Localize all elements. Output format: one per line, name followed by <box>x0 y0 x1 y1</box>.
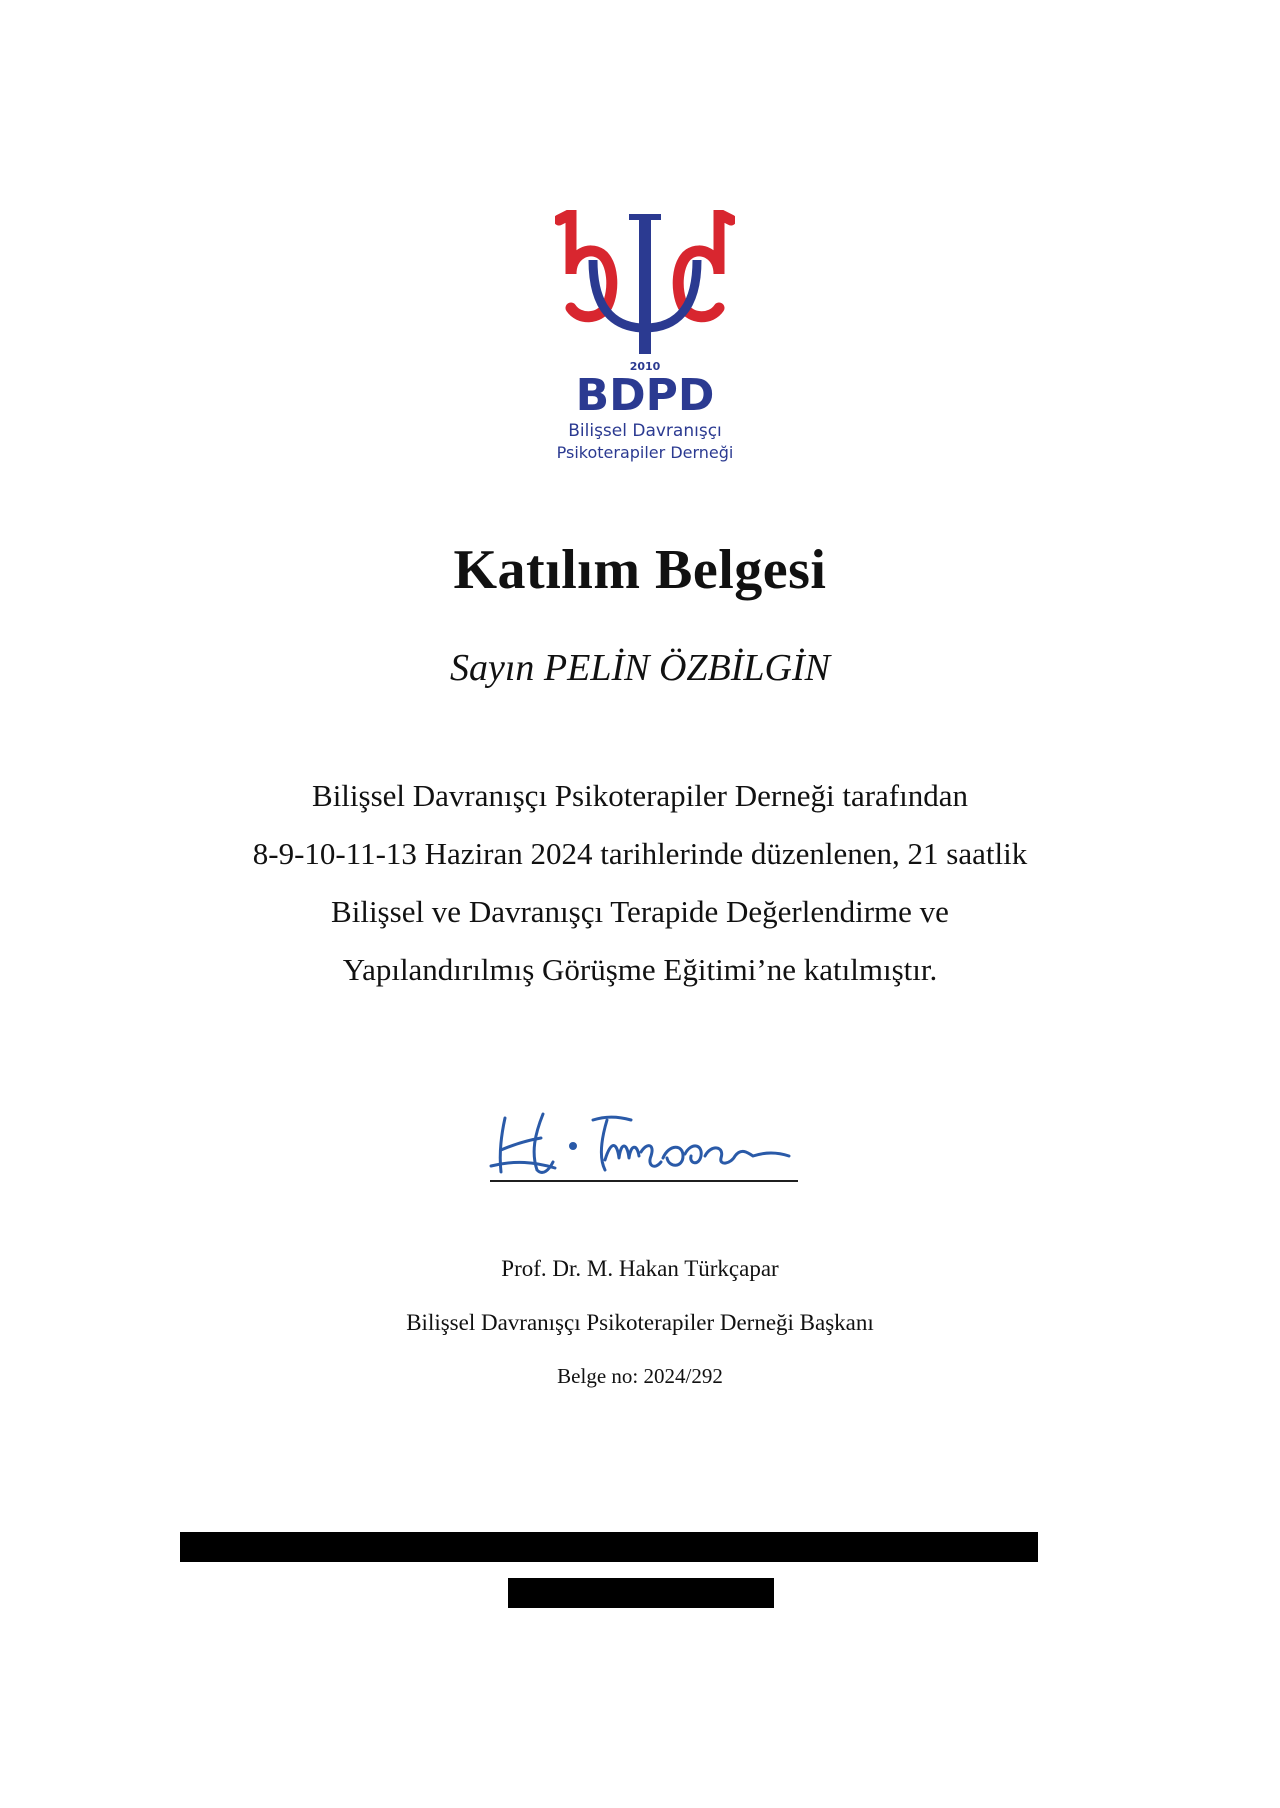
logo-name-line2: Psikoterapiler Derneği <box>556 443 734 462</box>
signature-line <box>490 1180 798 1182</box>
body-line-3: Bilişsel ve Davranışçı Terapide Değerlendirme ve <box>331 894 949 929</box>
handwritten-signature <box>485 1100 805 1180</box>
body-line-4: Yapılandırılmış Görüşme Eğitimi’ne katılmıştır. <box>342 952 938 987</box>
logo-psi-stem <box>639 214 651 354</box>
body-line-2: 8-9-10-11-13 Haziran 2024 tarihlerinde düzenlenen, 21 saatlik <box>252 836 1028 871</box>
bdpd-logo <box>555 210 735 470</box>
certificate-title: Katılım Belgesi <box>453 539 827 601</box>
bdpd-logo-mark <box>555 210 735 470</box>
logo-year: 2010 <box>629 360 661 373</box>
signer-role: Bilişsel Davranışçı Psikoterapiler Derneği Başkanı <box>406 1310 874 1335</box>
recipient-name: Sayın PELİN ÖZBİLGİN <box>450 647 830 689</box>
redaction-bar <box>508 1578 774 1608</box>
body-line-1: Bilişsel Davranışçı Psikoterapiler Derneği tarafından <box>312 778 968 813</box>
redaction-bar <box>180 1532 1038 1562</box>
logo-name-line1: Bilişsel Davranışçı <box>568 421 722 441</box>
logo-abbreviation: BDPD <box>575 370 715 421</box>
document-number: Belge no: 2024/292 <box>557 1364 723 1388</box>
signer-name: Prof. Dr. M. Hakan Türkçapar <box>501 1256 779 1281</box>
